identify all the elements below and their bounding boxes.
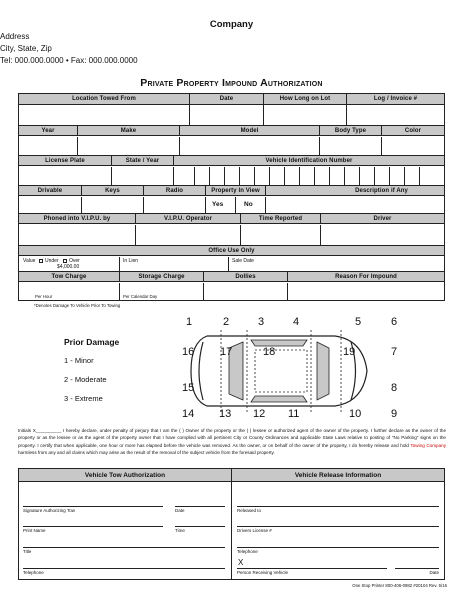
divider [119,257,120,271]
car-front-bumper [199,342,203,400]
time-reported-header: Time Reported [240,214,320,223]
driver-header: Driver [320,214,444,223]
form-title: Private Property Impound Authorization [140,77,323,89]
zone-15: 15 [182,382,195,394]
license-plate-header: License Plate [45,157,85,164]
damage-note: *Denotes Damage To Vehicle Prior To Towing [34,303,121,308]
vin-box [419,167,420,185]
auth-title-field[interactable]: Title [23,547,225,554]
vin-box [224,167,225,185]
color-header: Color [381,126,444,135]
legal-declaration [18,427,446,456]
legal-text-2: harmless from any and all claims which may arise as the result of the removal of the subject vehicle from the foresaid property. [18,449,275,455]
zone-16: 16 [182,346,195,358]
drivable-header: Drivable [37,187,63,194]
prior-damage-title: Prior Damage [64,337,120,347]
vin-box [404,167,405,185]
vin-box [374,167,375,185]
storage-charge-header: Storage Charge [119,272,203,281]
zone-18: 18 [263,346,276,358]
model-header: Model [179,126,319,135]
zone-10: 10 [349,408,362,420]
towing-company-name: Towing Company [410,442,446,448]
vin-box [254,167,255,185]
release-telephone-field[interactable]: Telephone [237,547,439,554]
divider [265,197,266,213]
person-receiving-field[interactable]: Person Receiving Vehicle [237,568,387,575]
divider [143,197,144,213]
divider [381,137,382,155]
divider [77,137,78,155]
description-header: Description if Any [265,186,444,195]
vin-box [239,167,240,185]
row1-fields [19,105,444,125]
signature-x-mark: X [238,558,244,567]
divider [240,225,241,245]
radio-header: Radio [143,186,205,195]
state-year-header: State / Year [111,156,173,165]
release-info-header: Vehicle Release Information [231,469,444,482]
company-phone-fax: Tel: 000.000.0000 • Fax: 000.000.0000 [0,56,138,65]
make-header: Make [77,126,179,135]
row5-header [19,213,444,224]
divider [189,105,190,125]
yes-option[interactable]: Yes [212,201,224,208]
row2-header [19,125,444,136]
vin-box [329,167,330,185]
per-day-label: Per Calendar Day [123,294,158,299]
auth-telephone-field[interactable]: Telephone [23,568,225,575]
company-address: Address [0,32,30,41]
log-invoice-header: Log / Invoice # [346,94,444,104]
release-date-field[interactable]: Date [395,568,439,575]
auth-time-field[interactable]: Time [175,526,225,533]
zone-14: 14 [182,408,195,420]
divider [346,105,347,125]
print-name-field[interactable]: Print Name [23,526,163,533]
drivers-license-field[interactable]: Drivers License # [237,526,439,533]
divider [111,167,112,185]
date-header: Date [189,94,263,104]
vin-box [359,167,360,185]
dollies-header: Dollies [203,272,287,281]
vin-box [314,167,315,185]
vin-box [269,167,270,185]
row6-header [19,271,444,282]
released-to-field[interactable]: Released to [237,506,439,513]
vin-box [344,167,345,185]
row4-header [19,185,444,196]
body-type-header: Body Type [319,126,381,135]
row3-header [19,155,444,166]
zone-8: 8 [391,382,398,394]
zone-19: 19 [343,346,356,358]
zone-7: 7 [391,346,398,358]
company-city: City, State, Zip [0,44,52,53]
damage-level-extreme: 3 - Extreme [64,394,103,403]
car-right-window [251,396,307,402]
row4-fields [19,197,444,213]
signature-field[interactable]: Signature Authorizing Tow [23,506,163,513]
car-rear-window [317,342,329,400]
vipu-operator-header: V.I.P.U. Operator [135,214,240,223]
divider [235,197,236,213]
reason-header: Reason For Impound [287,272,444,281]
damage-level-moderate: 2 - Moderate [64,375,107,384]
divider [231,482,232,579]
row6-fields [19,283,444,301]
office-use-fields [19,257,444,271]
tow-authorization-header: Vehicle Tow Authorization [19,469,231,482]
row3-fields [19,167,444,185]
row2-fields [19,137,444,155]
vin-box [209,167,210,185]
value-label: Value [23,258,36,264]
phoned-by-header: Phoned into V.I.P.U. by [43,215,111,222]
row1-header [19,94,444,105]
car-diagram [185,322,385,420]
divider [320,225,321,245]
zone-13: 13 [219,408,232,420]
tow-charge-header: Tow Charge [51,273,87,280]
printer-footer: One Stop Printer 800-406-0982 #20104 Rev. 6/16 [352,583,447,588]
office-use-label: Office Use Only [208,247,255,254]
over-label: Over [69,258,80,264]
divider [173,167,174,185]
company-name: Company [209,19,254,30]
damage-level-minor: 1 - Minor [64,356,94,365]
divider [287,283,288,301]
year-header: Year [41,127,55,134]
over-checkbox[interactable] [63,259,67,263]
office-use-header [19,245,444,256]
per-hour-label: Per Hour [35,294,53,299]
zone-12: 12 [253,408,266,420]
in-lien-label: In Lien [123,258,139,264]
sale-date-label: Sale Date [232,258,254,264]
under-label: Under [45,258,59,264]
vin-box [299,167,300,185]
property-view-header: Property In View [205,186,265,195]
amount-label: $4,000.00 [57,264,80,270]
zone-6: 6 [391,316,398,328]
divider [263,105,264,125]
zone-9: 9 [391,408,398,420]
divider [119,283,120,301]
impound-form [18,93,445,301]
location-header: Location Towed From [72,96,136,102]
vin-box [284,167,285,185]
divider [81,197,82,213]
no-option[interactable]: No [244,201,253,208]
zone-2: 2 [223,316,230,328]
divider [205,197,206,213]
zone-17: 17 [220,346,233,358]
car-left-window [251,340,307,346]
divider [179,137,180,155]
legal-text-1: Initials X__________ I hereby declare, under penalty of perjury that I am the ( ) Owner of the property or the ( ) lessee or authorized agent of the owner of the property. I further declare as the owner of the property or as the lessee or as the agent of the property owner that I have complied with all pertinent City or County Ordinances and applicable State Laws relative to posting of "No Parking" signs on the property. I certify that when applicable, one hour or more has elapsed before the vehicle was removed. As the owner, or on behalf of the owner of the property, I do hereby release and hold [18,428,446,448]
authorization-box [18,468,445,580]
vin-box [194,167,195,185]
keys-header: Keys [81,186,143,195]
divider [319,137,320,155]
divider [135,225,136,245]
divider [228,257,229,271]
lot-time-header: How Long on Lot [263,94,346,104]
vin-header: Vehicle Identification Number [173,156,444,165]
zone-4: 4 [293,316,300,328]
auth-date-field[interactable]: Date [175,506,225,513]
zone-3: 3 [258,316,265,328]
under-checkbox[interactable] [39,259,43,263]
divider [203,283,204,301]
vin-box [389,167,390,185]
zone-5: 5 [355,316,362,328]
row5-fields [19,225,444,245]
zone-1: 1 [186,316,193,328]
zone-11: 11 [288,408,300,420]
